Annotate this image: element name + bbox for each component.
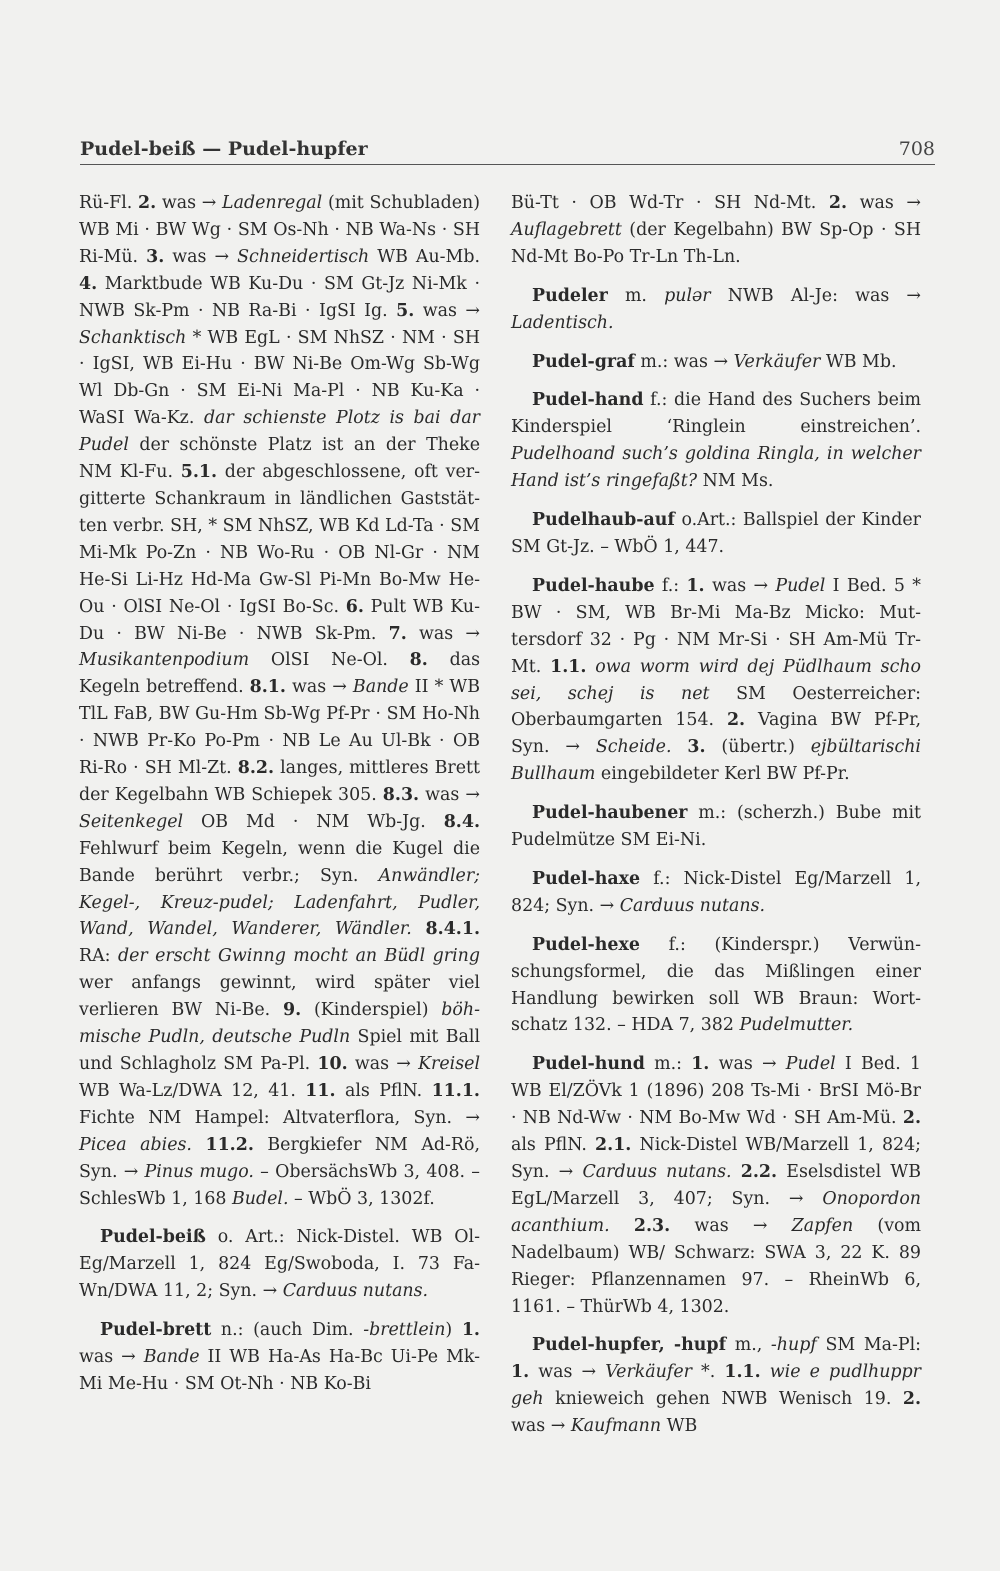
entry-text: * WB EgL · SM NhSZ · NM · SH · IgSI, WB Ei-Hu · BW Ni-Be Om-Wg Sb-Wg Wl Db-Gn · SM Ei-Ni Ma-Pl · NB Ku-Ka · WaSI Wa-Kz.	[79, 327, 480, 429]
entry-text: was →	[847, 193, 921, 213]
entry-bold-text: 3.	[687, 737, 706, 758]
entry-text: der abgeschlossene, oft vergitterte Schankraum in ländlichen Gaststätten verbr. SH, * SM NhSZ, WB Kd Ld-Ta · SM Mi-Mk Po-Zn · NB Wo-Ru · OB Nl-Gr · NM He-Si Li-Hz Hd-Ma Gw-Sl Pi-Mn Bo-Mw He-Ou · OlSI Ne-Ol · IgSI Bo-Sc.	[79, 462, 480, 617]
entry-bold-text: 8.2.	[237, 758, 275, 779]
entry-continuation	[79, 190, 480, 1212]
entry-text: was →	[419, 784, 480, 805]
entry-italic-text: Pudelmutter.	[739, 1015, 854, 1036]
entry-bold-text: Pudel-haube	[532, 575, 655, 596]
left-column	[79, 190, 480, 1410]
entry-italic-text: Carduus nutans.	[619, 895, 766, 916]
entry-text: wer anfangs gewinnt, wird später viel verlieren BW Ni-Be.	[79, 973, 480, 1021]
entry-text: SM Oesterreicher: Oberbaumgarten 154.	[511, 683, 921, 731]
entry-pudel-hupfer	[511, 1332, 921, 1440]
entry-italic-text: pulər	[664, 285, 711, 306]
entry-text: Spiel mit Ball und Schlagholz SM Pa-Pl.	[79, 1027, 481, 1074]
entry-bold-text: 5.1.	[180, 462, 218, 483]
entry-text: was →	[79, 1347, 144, 1368]
entry-italic-text: Auflagebrett	[511, 219, 622, 240]
entry-bold-text: 1.	[511, 1362, 530, 1383]
entry-text: WB Au-Mb.	[369, 246, 480, 267]
entry-italic-text: Pudel	[775, 575, 826, 596]
entry-bold-text: 7.	[388, 623, 407, 644]
entry-text: Fehlwurf beim Kegeln, wenn die Kugel die Bande berührt verbr.; Syn.	[79, 838, 480, 886]
entry-text: was →	[511, 1416, 571, 1437]
entry-text: der schönste Platz ist an der Theke NM Kl-Fu.	[79, 435, 480, 483]
entry-text: Fichte NM Hampel: Altvaterflora, Syn. →	[79, 1107, 480, 1128]
entry-text: Nick-Distel WB/Marzell 1, 824; Syn. →	[511, 1135, 921, 1182]
entry-text: o.Art.: Ballspiel der Kinder SM Gt-Jz. – WbÖ 1, 447.	[511, 510, 921, 557]
entry-bold-text: Pudelhaub-auf	[532, 510, 675, 531]
running-head-title: Pudel-beiß — Pudel-hupfer	[80, 138, 368, 160]
entry-italic-text: Musikantenpodium	[79, 650, 250, 671]
entry-italic-text: Verkäufer	[733, 351, 821, 372]
entry-text: als PflN.	[335, 1080, 432, 1101]
entry-italic-text: owa worm wird dej Püdlhaum scho sei, schej is net	[511, 656, 921, 704]
entry-text: was →	[406, 623, 480, 644]
entry-text: I Bed. 1 WB El/ZÖVk 1 (1896) 208 Ts-Mi · BrSI Mö-Br · NB Nd-Ww · NM Bo-Mw Wd · SH Am-Mü.	[511, 1054, 922, 1129]
entry-pudel-haxe	[511, 866, 921, 920]
entry-bold-text: Pudel-graf	[532, 351, 635, 372]
entry-text: Rü-Fl.	[79, 193, 139, 213]
entry-continuation-right	[511, 190, 921, 271]
entry-italic-text: Budel.	[232, 1188, 289, 1209]
entry-bold-text: Pudel-hupfer, -hupf	[532, 1335, 727, 1356]
entry-bold-text: 8.4.1.	[425, 919, 481, 940]
entry-text: m.	[607, 285, 665, 306]
entry-text: f.: die Hand des Suchers beim Kinderspiel ‘Ringlein einstreichen’.	[511, 390, 921, 438]
entry-italic-text: wie e pudlhuppr geh	[511, 1362, 921, 1410]
entry-text: was →	[347, 1054, 419, 1074]
entry-bold-text: 1.1.	[550, 656, 587, 677]
entry-text: I Bed. 5 * BW · SM, WB Br-Mi Ma-Bz Micko: Muttersdorf 32 · Pg · NM Mr-Si · SH Am-Mü Tr-Mt.	[511, 575, 921, 677]
entry-text: – WbÖ 3, 1302f.	[288, 1188, 435, 1209]
entry-text: – ObersächsWb 3, 408. – SchlesWb 1, 168	[79, 1161, 480, 1209]
entry-text: RA:	[79, 946, 118, 967]
entry-bold-text: 8.1.	[249, 677, 286, 698]
entry-italic-text: dar schienste Plotz is bai dar Pudel	[79, 408, 481, 456]
entry-bold-text: Pudel-haxe	[532, 868, 641, 889]
entry-text: Bü-Tt · OB Wd-Tr · SH Nd-Mt.	[511, 193, 829, 213]
entry-text: WB	[661, 1416, 698, 1437]
entry-italic-text: der erscht Gwinng mocht an Büdl gring	[117, 946, 480, 967]
entry-bold-text: 9.	[282, 1000, 302, 1021]
entry-pudeler	[511, 283, 921, 337]
entry-bold-text: 11.	[305, 1080, 336, 1101]
entry-italic-text: Picea abies.	[79, 1134, 192, 1155]
entry-text: *.	[691, 1362, 725, 1383]
entry-bold-text: 8.4.	[443, 811, 480, 832]
entry-italic-text: Carduus nutans.	[282, 1281, 429, 1302]
entry-bold-text: Pudel-hund	[532, 1054, 645, 1075]
entry-italic-text: Scheide.	[595, 737, 672, 758]
entry-text: eingebildeter Kerl BW Pf-Pr.	[595, 764, 850, 785]
entry-italic-text: Onopordon acanthium.	[511, 1188, 921, 1236]
entry-text: II WB Ha-As Ha-Bc Ui-Pe Mk-Mi Me-Hu · SM Ot-Nh · NB Ko-Bi	[79, 1347, 481, 1394]
entry-text: als PflN.	[511, 1135, 596, 1156]
entry-text: m.: was →	[634, 351, 734, 372]
entry-text: was →	[285, 677, 353, 698]
entry-text: das Kegeln betreffend.	[79, 650, 481, 698]
entry-text: NWB Al-Je: was →	[710, 285, 921, 306]
entry-italic-text: Seitenkegel	[79, 811, 184, 832]
entry-italic-text: Ladentisch.	[511, 312, 614, 333]
entry-italic-text: Anwändler; Kegel-, Kreuz-pudel; Ladenfahrt, Pudler, Wand, Wandel, Wanderer, Wändler.	[79, 865, 480, 940]
entry-bold-text: 2.	[902, 1389, 921, 1410]
entry-text	[761, 1362, 770, 1382]
entry-text: (der Kegelbahn) BW Sp-Op · SH Nd-Mt Bo-Po Tr-Ln Th-Ln.	[511, 219, 921, 267]
entry-text: II * WB TlL FaB, BW Gu-Hm Sb-Wg Pf-Pr · SM Ho-Nh · NWB Pr-Ko Po-Pm · NB Le Au Ul-Bk · OB Ri-Ro · SH Ml-Zt.	[79, 677, 480, 779]
entry-text: langes, mittleres Brett der Kegelbahn WB Schiepek 305.	[79, 758, 480, 805]
entry-text	[672, 737, 688, 757]
right-column	[511, 190, 921, 1452]
entry-text	[610, 1216, 634, 1236]
entry-italic-text: Ladenregal	[222, 193, 323, 213]
entry-text: was →	[156, 193, 223, 213]
entry-text: was →	[414, 300, 480, 321]
running-header	[80, 138, 935, 165]
entry-bold-text: 4.	[79, 273, 98, 294]
entry-bold-text: 2.3.	[633, 1215, 671, 1236]
entry-text: was →	[709, 1054, 786, 1075]
entry-text: Vagina BW Pf-Pr, Syn. →	[511, 710, 921, 758]
entry-bold-text: 2.1.	[595, 1135, 632, 1156]
entry-text: knieweich gehen NWB Wenisch 19.	[543, 1389, 903, 1410]
entry-text: (vom Nadelbaum) WB/ Schwarz: SWA 3, 22 K. 89 Rieger: Pflanzennamen 97. – RheinWb 6, 1161. – ThürWb 4, 1302.	[511, 1215, 921, 1317]
entry-bold-text: 6.	[345, 596, 364, 617]
entry-text	[732, 1162, 741, 1182]
entry-text: OB Md · NM Wb-Jg.	[183, 811, 444, 832]
entry-text: (übertr.)	[705, 737, 811, 758]
entry-pudel-beiss	[79, 1224, 480, 1305]
entry-italic-text: -hupf	[770, 1335, 817, 1356]
entry-italic-text: Carduus nutans.	[582, 1162, 732, 1182]
entry-pudelhaub-auf	[511, 507, 921, 561]
entry-italic-text: Kreisel	[418, 1054, 480, 1074]
entry-bold-text: Pudel-haubener	[532, 803, 688, 824]
entry-italic-text: Pudelhoand such’s goldina Ringla, in welcher Hand ist’s ringefaßt?	[511, 444, 921, 492]
entry-bold-text: Pudel-beiß	[100, 1227, 206, 1248]
entry-text: Bergkiefer NM Ad-Rö, Syn. →	[79, 1134, 481, 1182]
entry-italic-text: Pudel	[785, 1054, 836, 1075]
entry-text: Marktbude WB Ku-Du · SM Gt-Jz Ni-Mk · NWB Sk-Pm · NB Ra-Bi · IgSI Ig.	[79, 273, 480, 321]
entry-text: (mit Schubladen) WB Mi · BW Wg · SM Os-Nh · NB Wa-Ns · SH Ri-Mü.	[79, 193, 480, 267]
entry-italic-text: Bande	[143, 1347, 200, 1368]
entry-pudel-hund	[511, 1051, 921, 1320]
entry-bold-text: 8.	[409, 650, 428, 671]
entry-text: SM Ma-Pl:	[816, 1335, 921, 1356]
entry-text: was →	[704, 575, 776, 596]
entry-text: o. Art.: Nick-Distel. WB Ol-Eg/Marzell 1, 824 Eg/Swoboda, I. 73 Fa-Wn/DWA 11, 2; Syn. →	[79, 1227, 480, 1302]
entry-bold-text: Pudel-hand	[532, 390, 644, 411]
entry-text: f.: Nick-Distel Eg/Marzell 1, 824; Syn. →	[511, 868, 921, 916]
entry-text: OlSI Ne-Ol.	[249, 650, 410, 671]
entry-pudel-hand	[511, 387, 921, 495]
entry-text: m.:	[644, 1054, 692, 1075]
entry-text: m.,	[726, 1335, 771, 1356]
entry-pudel-haubener	[511, 800, 921, 854]
entry-italic-text: Zapfen	[791, 1215, 854, 1236]
entry-pudel-graf	[511, 349, 921, 376]
entry-bold-text: Pudel-hexe	[532, 934, 640, 955]
entry-text: )	[445, 1320, 462, 1341]
entry-bold-text: 1.	[686, 575, 705, 596]
entry-bold-text: 1.1.	[724, 1362, 761, 1383]
entry-bold-text: 11.2.	[205, 1134, 254, 1155]
entry-pudel-haube	[511, 573, 921, 788]
entry-bold-text: 2.2.	[740, 1162, 778, 1182]
entry-italic-text: Schanktisch	[79, 327, 187, 348]
entry-bold-text: 2.	[726, 710, 746, 731]
entry-italic-text: Kaufmann	[570, 1416, 662, 1437]
entry-bold-text: 1.	[461, 1320, 480, 1341]
entry-text: Eselsdistel WB EgL/Marzell 3, 407; Syn. →	[511, 1162, 922, 1209]
entry-bold-text: 5.	[396, 300, 415, 321]
entry-text: f.:	[654, 575, 687, 596]
entry-bold-text: 1.	[691, 1054, 710, 1075]
entry-bold-text: 2.	[828, 193, 848, 213]
entry-text: WB Mb.	[820, 351, 897, 372]
entry-italic-text: Schneidertisch	[237, 246, 370, 267]
entry-italic-text: -brettlein	[363, 1320, 446, 1341]
entry-bold-text: 2.	[138, 193, 157, 213]
entry-text: (Kinderspiel)	[301, 1000, 442, 1021]
entry-text	[412, 919, 426, 939]
entry-text: was →	[670, 1215, 792, 1236]
entry-text: n.: (auch Dim.	[211, 1320, 364, 1341]
entry-bold-text: 11.1.	[431, 1080, 480, 1101]
entry-bold-text: Pudeler	[532, 285, 608, 306]
entry-text: NM Ms.	[697, 471, 774, 492]
entry-bold-text: 2.	[902, 1108, 921, 1129]
entry-text: was →	[529, 1362, 606, 1383]
entry-italic-text: böhmische Pudln, deutsche Pudln	[79, 1000, 480, 1048]
entry-italic-text: Pinus mugo.	[144, 1161, 254, 1182]
entry-text: was →	[164, 246, 238, 267]
entry-text: Pult WB Ku-Du · BW Ni-Be · NWB Sk-Pm.	[79, 596, 480, 644]
entry-bold-text: 10.	[317, 1054, 348, 1074]
entry-text	[192, 1135, 206, 1155]
page-number: 708	[898, 138, 935, 160]
entry-bold-text: 3.	[146, 246, 165, 267]
entry-bold-text: Pudel-brett	[100, 1320, 212, 1341]
entry-italic-text: Verkäufer	[605, 1362, 692, 1383]
entry-text: WB Wa-Lz/DWA 12, 41.	[79, 1080, 306, 1101]
entry-text: m.: (scherzh.) Bube mit Pudelmütze SM Ei-Ni.	[511, 803, 921, 851]
entry-italic-text: ejbültarischi Bullhaum	[511, 737, 921, 785]
entry-text: f.: (Kinderspr.) Verwünschungsformel, die das Mißlingen einer Handlung bewirken soll WB Braun: Wortschatz 132. – HDA 7, 382	[511, 934, 921, 1036]
entry-bold-text: 8.3.	[382, 784, 420, 805]
entry-text	[586, 657, 595, 677]
entry-pudel-brett	[79, 1317, 480, 1398]
entry-italic-text: Bande	[352, 677, 409, 698]
entry-pudel-hexe	[511, 932, 921, 1040]
